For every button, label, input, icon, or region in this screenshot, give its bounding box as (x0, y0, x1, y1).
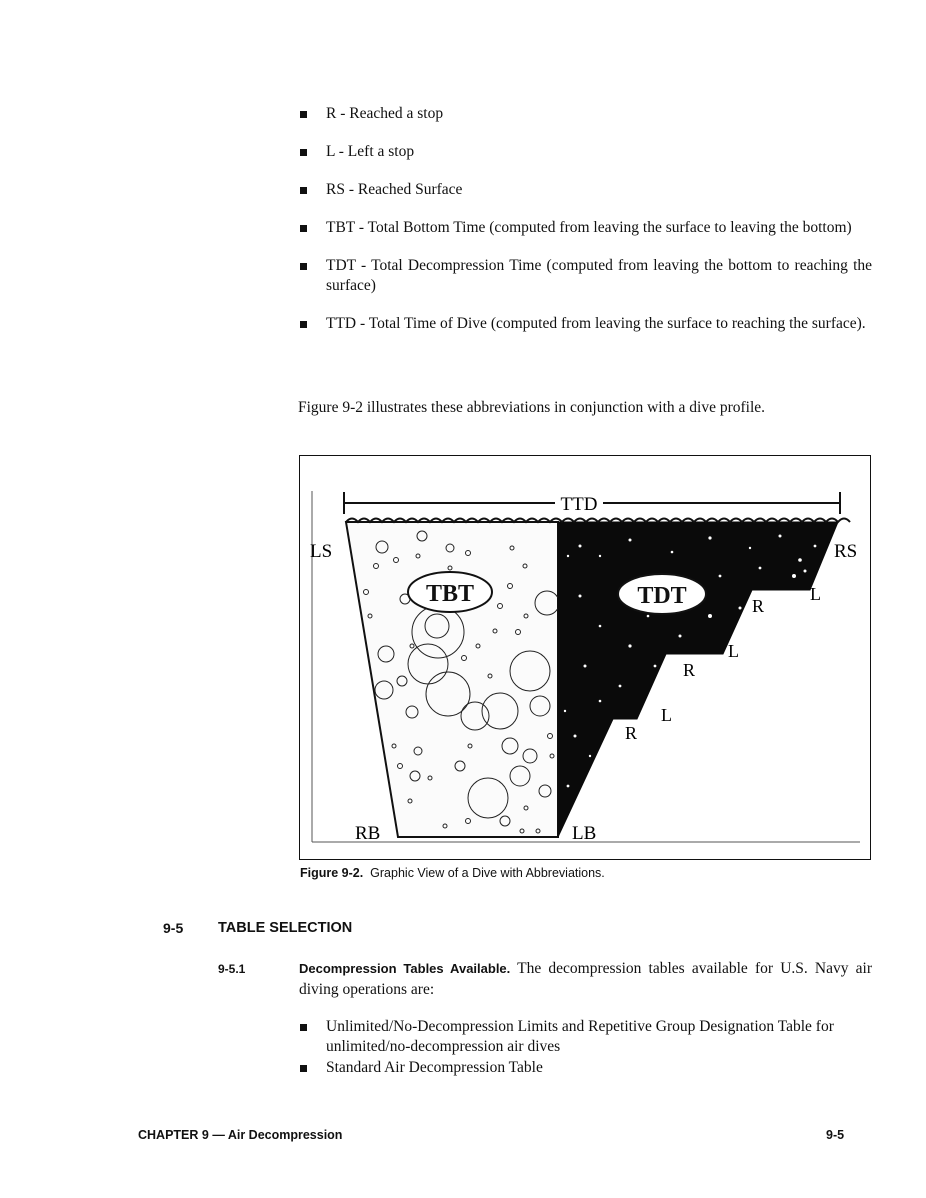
dive-profile-diagram (300, 456, 872, 861)
section-title: TABLE SELECTION (218, 920, 353, 936)
list-item (298, 104, 872, 124)
ttd-label: TTD (560, 494, 598, 515)
bullet-square-icon (300, 263, 307, 270)
list-item-text: RS - Reached Surface (326, 181, 463, 198)
section-number: 9-5 (163, 920, 184, 936)
list-item-text: TDT - Total Decompression Time (computed from leaving the bottom to reaching the surface) (326, 257, 872, 294)
rb-label: RB (355, 823, 381, 844)
list-item (298, 218, 872, 238)
list-item-text: L - Left a stop (326, 143, 415, 160)
step-r-label-2: R (683, 660, 696, 680)
subsection-text: The decompression tables available for U.S. Navy air diving operations are: (299, 960, 872, 998)
tdt-region (558, 522, 838, 837)
dive-profile-figure (299, 455, 871, 860)
list-item (298, 1058, 872, 1078)
bullet-square-icon (300, 187, 307, 194)
step-l-label-2: L (728, 641, 739, 661)
tdt-label: TDT (637, 583, 687, 609)
tbt-label: TBT (425, 581, 475, 607)
footer-page-number: 9-5 (826, 1128, 845, 1142)
list-item-text: Unlimited/No-Decompression Limits and Repetitive Group Designation Table for unlimited/no-decompression air dives (326, 1018, 834, 1055)
subsection-number: 9-5.1 (218, 962, 246, 976)
step-r-label-1: R (752, 596, 765, 616)
figure-caption (300, 866, 605, 880)
subsection-lead: Decompression Tables Available. (299, 961, 511, 976)
list-item-text: Standard Air Decompression Table (326, 1059, 543, 1076)
abbreviation-list (298, 104, 872, 352)
bullet-square-icon (300, 111, 307, 118)
list-item-text: TTD - Total Time of Dive (computed from leaving the surface to reaching the surface). (326, 315, 866, 332)
subsection-paragraph (299, 958, 872, 1000)
list-item-text: R - Reached a stop (326, 105, 444, 122)
intro-paragraph: Figure 9-2 illustrates these abbreviations in conjunction with a dive profile. (298, 399, 766, 416)
step-l-label-1: L (810, 584, 821, 604)
rs-label: RS (834, 541, 858, 562)
step-l-label-3: L (661, 705, 672, 725)
list-item (298, 180, 872, 200)
bullet-square-icon (300, 321, 307, 328)
footer-chapter: CHAPTER 9 — Air Decompression (138, 1128, 343, 1142)
list-item (298, 1017, 872, 1057)
bullet-square-icon (300, 149, 307, 156)
list-item-text: TBT - Total Bottom Time (computed from leaving the surface to leaving the bottom) (326, 219, 852, 236)
ls-label: LS (310, 541, 333, 562)
bullet-square-icon (300, 1024, 307, 1031)
bullet-square-icon (300, 1065, 307, 1072)
figure-caption-label: Figure 9-2. (300, 866, 364, 880)
figure-caption-text: Graphic View of a Dive with Abbreviations. (370, 866, 605, 880)
list-item (298, 314, 872, 334)
step-r-label-3: R (625, 723, 638, 743)
lb-label: LB (572, 823, 597, 844)
list-item (298, 142, 872, 162)
list-item (298, 256, 872, 296)
tables-list (298, 1017, 872, 1079)
bullet-square-icon (300, 225, 307, 232)
